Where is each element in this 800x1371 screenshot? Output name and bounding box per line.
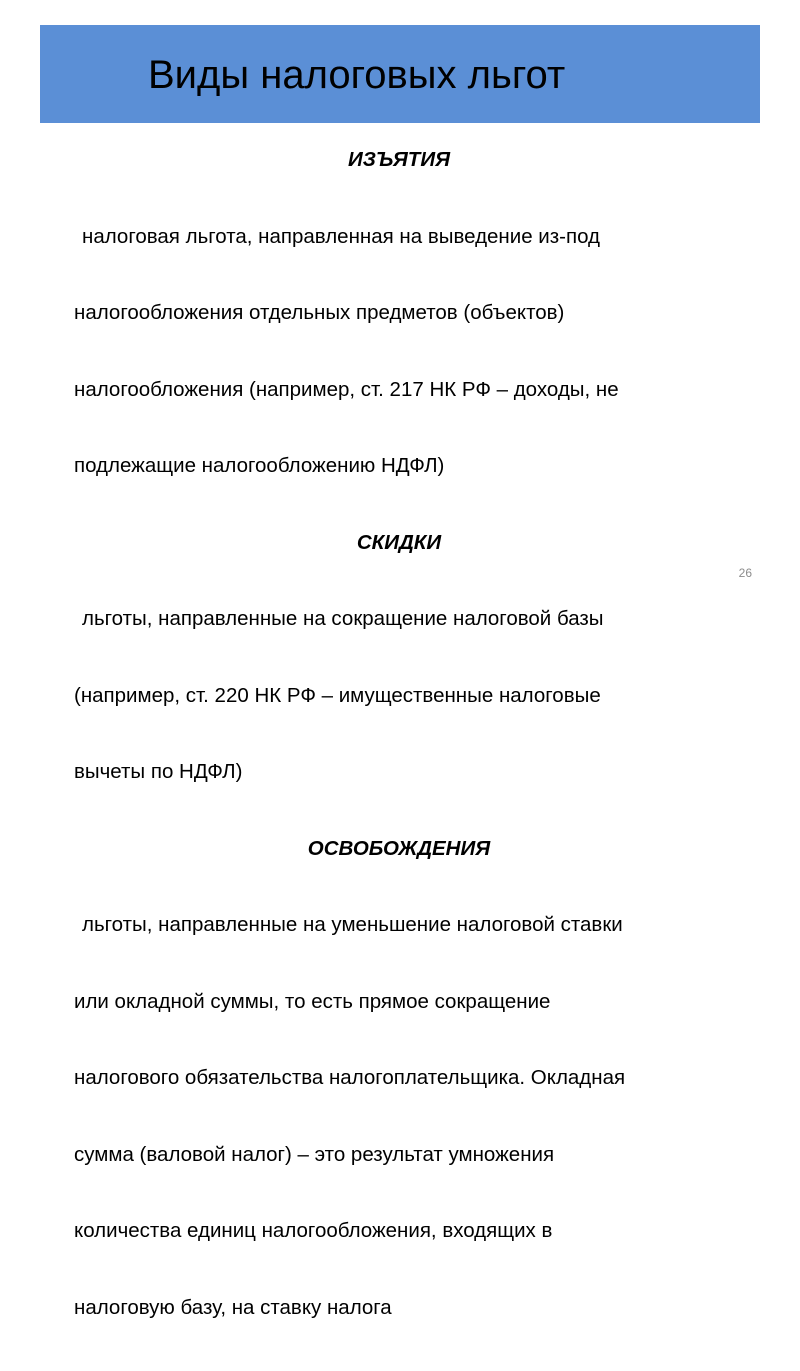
heading-izyatiya: ИЗЪЯТИЯ [347, 148, 451, 171]
slide-number: 26 [738, 566, 752, 580]
slide-content [74, 147, 764, 1371]
text-line: налогообложения отдельных предметов (объектов) [74, 301, 565, 324]
paragraph-osvobozhdeniya [74, 861, 764, 1371]
text-line: налогового обязательства налогоплательщика. Окладная [74, 1066, 626, 1089]
heading-skidki: СКИДКИ [356, 530, 442, 554]
text-line: или окладной суммы, то есть прямое сокращение [74, 989, 551, 1013]
slide-title: Виды налоговых льгот [148, 53, 566, 97]
text-line: налоговая льгота, направленная на выведение из-под [82, 224, 600, 248]
text-line: подлежащие налогообложению НДФЛ) [74, 454, 445, 477]
text-line: льготы, направленные на уменьшение налоговой ставки [82, 913, 623, 936]
text-line: вычеты по НДФЛ) [74, 760, 243, 783]
text-line: сумма (валовой налог) – это результат умножения [74, 1142, 555, 1166]
heading-osvobozhdeniya: ОСВОБОЖДЕНИЯ [307, 836, 491, 860]
paragraph-skidki [74, 555, 764, 836]
text-line: количества единиц налогообложения, входящих в [74, 1219, 553, 1242]
text-line: (например, ст. 220 НК РФ – имущественные налоговые [74, 683, 601, 707]
text-line: налоговую базу, на ставку налога [74, 1295, 392, 1319]
text-line: льготы, направленные на сокращение налоговой базы [82, 607, 604, 630]
text-line: налогообложения (например, ст. 217 НК РФ – доходы, не [74, 377, 619, 401]
paragraph-izyatiya [74, 173, 764, 530]
title-bar [40, 25, 760, 123]
